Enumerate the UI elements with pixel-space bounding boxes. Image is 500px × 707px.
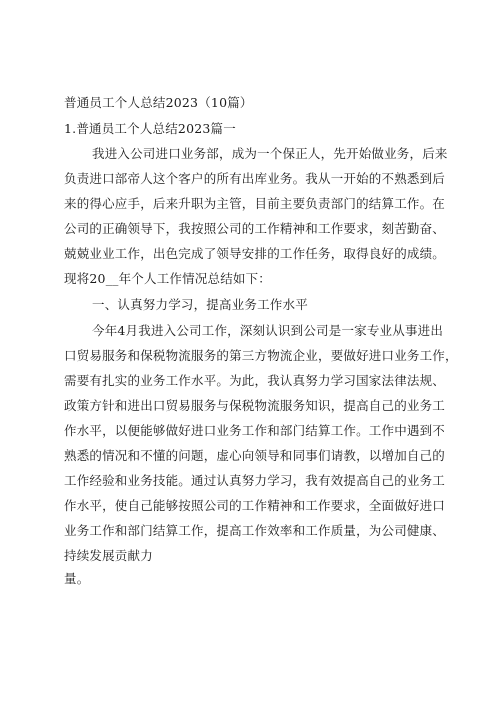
paragraph-line: 今年4月我进入公司工作，深刻认识到公司是一家专业从事进出 [92, 323, 444, 338]
paragraph-line: 兢兢业业工作，出色完成了领导安排的工作任务，取得良好的成绩。 [64, 246, 446, 261]
paragraph-line: 现将20__年个人工作情况总结如下： [64, 271, 272, 286]
paragraph-line: 持续发展贡献力 [64, 548, 153, 563]
subheading: 一、认真努力学习，提高业务工作水平 [92, 297, 308, 312]
paragraph-line: 作水平，使自己能够按照公司的工作精神和工作要求，全面做好进口 [64, 498, 446, 513]
paragraph-line: 来的得心应手，后来升职为主管，目前主要负责部门的结算工作。在 [64, 196, 446, 211]
section-heading: 1.普通员工个人总结2023篇一 [64, 121, 236, 136]
paragraph-line: 口贸易服务和保税物流服务的第三方物流企业，要做好进口业务工作， [64, 348, 458, 363]
paragraph-line: 政策方针和进出口贸易服务与保税物流服务知识，提高自己的业务工 [64, 398, 446, 413]
paragraph-line: 需要有扎实的业务工作水平。为此，我认真努力学习国家法律法规、 [64, 373, 446, 388]
paragraph-line: 熟悉的情况和不懂的问题，虚心向领导和同事们请教，以增加自己的 [64, 448, 446, 463]
paragraph-line: 量。 [64, 571, 90, 586]
paragraph-line: 我进入公司进口业务部，成为一个保正人，先开始做业务，后来 [92, 146, 448, 161]
paragraph-line: 公司的正确领导下，我按照公司的工作精神和工作要求，刻苦勤奋、 [64, 221, 446, 236]
paragraph-line: 业务工作和部门结算工作，提高工作效率和工作质量，为公司健康、 [64, 523, 446, 538]
paragraph-line: 工作经验和业务技能。通过认真努力学习，我有效提高自己的业务工 [64, 473, 446, 488]
paragraph-line: 负责进口部帝人这个客户的所有出库业务。我从一开始的不熟悉到后 [64, 171, 446, 186]
document-title: 普通员工个人总结2023（10篇） [64, 95, 253, 110]
paragraph-line: 作水平，以便能够做好进口业务工作和部门结算工作。工作中遇到不 [64, 423, 446, 438]
